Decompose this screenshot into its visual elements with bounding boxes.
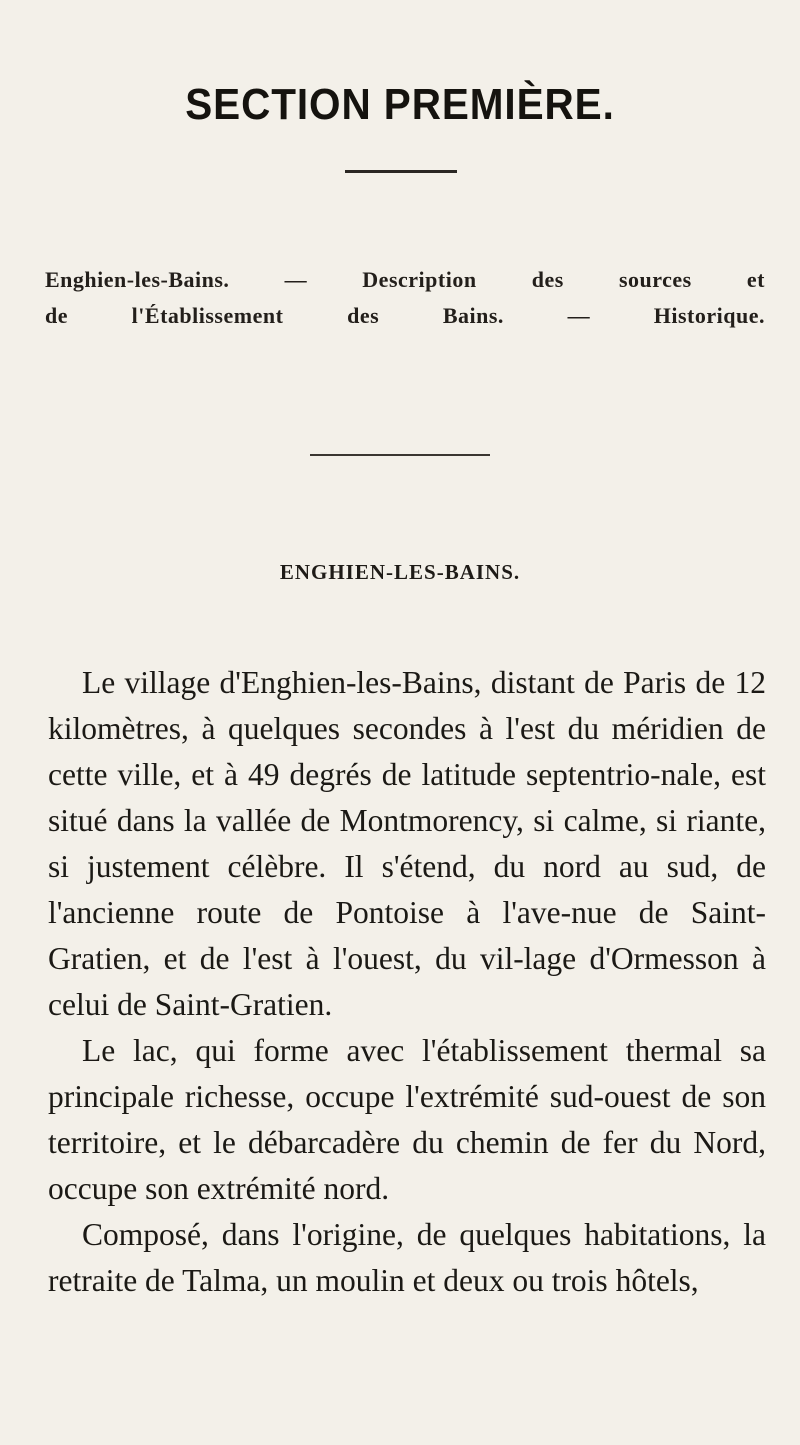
paragraph-3: Composé, dans l'origine, de quelques habitations, la retraite de Talma, un moulin et deux ou trois hôtels, [48,1217,766,1298]
subsection-heading: ENGHIEN-LES-BAINS. [279,560,521,584]
section-title: SECTION PREMIÈRE. [185,80,615,129]
chapter-summary [45,262,765,334]
title-rule [345,170,457,173]
summary-line-2: de l'Établissement des Bains. — Historique. [45,303,765,328]
paragraph-1: Le village d'Enghien-les-Bains, distant de Paris de 12 kilomètres, à quelques secondes à l'est du méridien de cette ville, et à 49 degrés de latitude septentrio-nale, est situé dans la vallée de Montmorency, si calme, si riante, si justement célèbre. Il s'étend, du nord au sud, de l'ancienne route de Pontoise à l'ave-nue de Saint-Gratien, et de l'est à l'ouest, du vil-lage d'Ormesson à celui de Saint-Gratien. [48,665,766,1022]
paragraph-2: Le lac, qui forme avec l'établissement thermal sa principale richesse, occupe l'extrémité sud-ouest de son territoire, et le débarcadère du chemin de fer du Nord, occupe son extrémité nord. [48,1033,766,1206]
summary-rule [310,454,490,456]
body-text [48,660,766,1304]
summary-line-1: Enghien-les-Bains. — Description des sources et [45,267,765,292]
